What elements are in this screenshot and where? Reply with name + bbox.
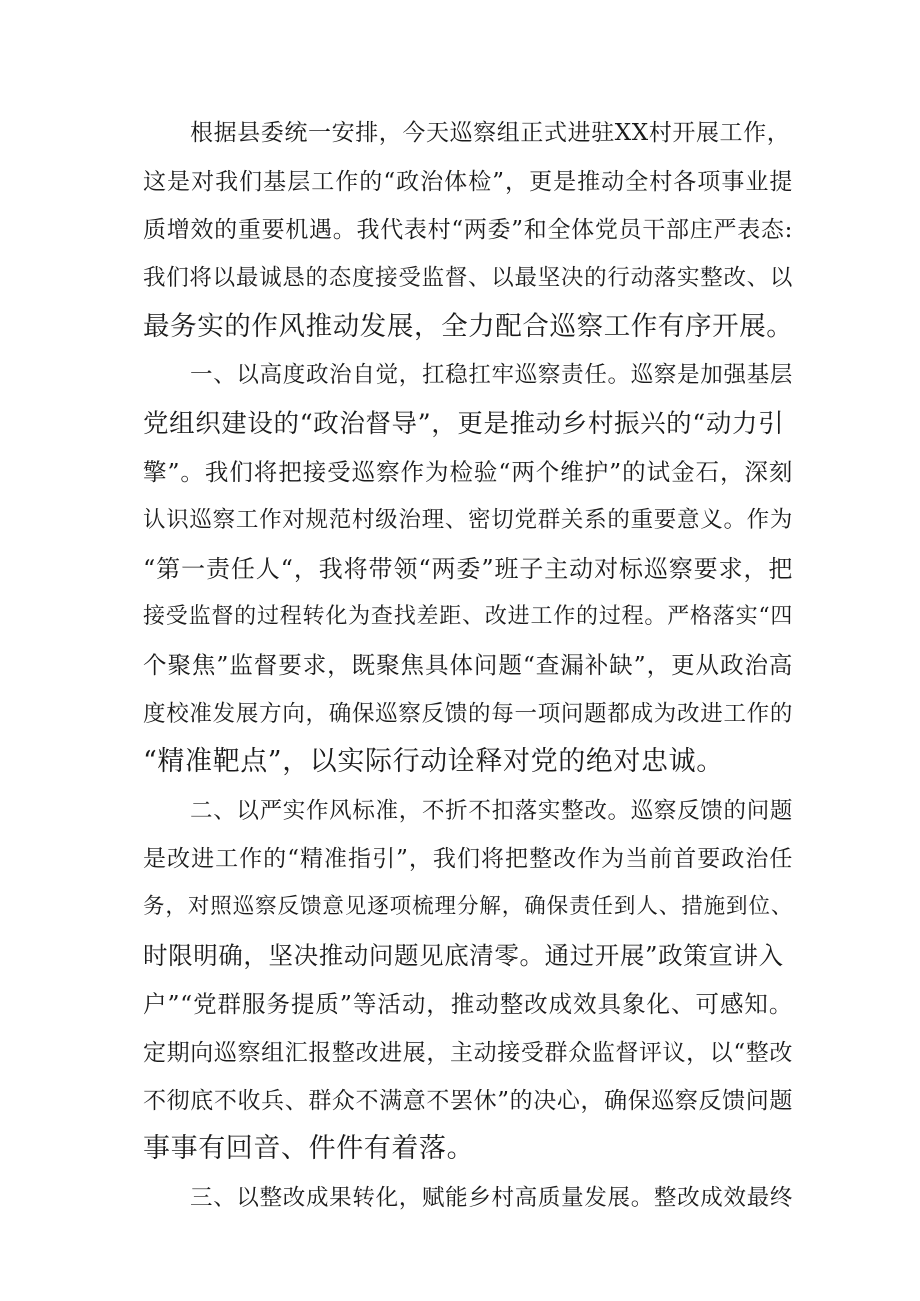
paragraph-1-line-4: 我们将以最诚恳的态度接受监督、以最坚决的行动落实整改、以: [143, 265, 793, 291]
paragraph-3-line-2: 是改进工作的“精准指引”，我们将把整改作为当前首要政治任: [143, 846, 793, 872]
paragraph-4-line-1: 三、以整改成果转化，赋能乡村高质量发展。整改成效最终: [190, 1185, 793, 1211]
paragraph-1-line-5: 最务实的作风推动发展，全力配合巡察工作有序开展。: [143, 311, 793, 342]
paragraph-1-line-2: 这是对我们基层工作的“政治体检”，更是推动全村各项事业提: [143, 169, 793, 195]
paragraph-3-line-5: 户”“党群服务提质”等活动，推动整改成效具象化、可感知。: [143, 990, 793, 1018]
paragraph-2-line-7: 个聚焦”监督要求，既聚焦具体问题“查漏补缺”，更从政治高: [143, 651, 793, 679]
paragraph-1-line-3: 质增效的重要机遇。我代表村“两委”和全体党员干部庄严表态:: [143, 217, 793, 243]
paragraph-2-line-4: 认识巡察工作对规范村级治理、密切党群关系的重要意义。作为: [143, 507, 793, 533]
paragraph-3-line-7: 不彻底不收兵、群众不满意不罢休”的决心，确保巡察反馈问题: [143, 1088, 793, 1114]
paragraph-2-line-6: 接受监督的过程转化为查找差距、改进工作的过程。严格落实“四: [143, 604, 793, 629]
paragraph-3-line-3: 务，对照巡察反馈意见逐项梳理分解，确保责任到人、措施到位、: [143, 894, 793, 919]
paragraph-3-line-1: 二、以严实作风标准，不折不扣落实整改。巡察反馈的问题: [190, 798, 793, 824]
paragraph-2-line-2: 党组织建设的“政治督导”，更是推动乡村振兴的“动力引: [143, 409, 785, 439]
paragraph-2-line-8: 度校准发展方向，确保巡察反馈的每一项问题都成为改进工作的: [143, 701, 793, 727]
paragraph-3-line-8: 事事有回音、件件有着落。: [143, 1133, 475, 1164]
paragraph-2-line-9: “精准靶点”，以实际行动诠释对党的绝对忠诚。: [143, 746, 724, 777]
paragraph-2-line-1: 一、以高度政治自觉，扛稳扛牢巡察责任。巡察是加强基层: [190, 362, 793, 388]
paragraph-2-line-3: 擎”。我们将把接受巡察作为检验“两个维护”的试金石，深刻: [143, 458, 793, 486]
paragraph-3-line-4: 时限明确，坚决推动问题见底清零。通过开展”政策宣讲入: [143, 941, 784, 970]
paragraph-2-line-5: “第一责任人“，我将带领“两委”班子主动对标巡察要求，把: [143, 555, 793, 583]
paragraph-1-line-1: 根据县委统一安排，今天巡察组正式进驻XX村开展工作，: [190, 120, 791, 146]
paragraph-3-line-6: 定期向巡察组汇报整改进展，主动接受群众监督评议，以“整改: [143, 1040, 793, 1066]
